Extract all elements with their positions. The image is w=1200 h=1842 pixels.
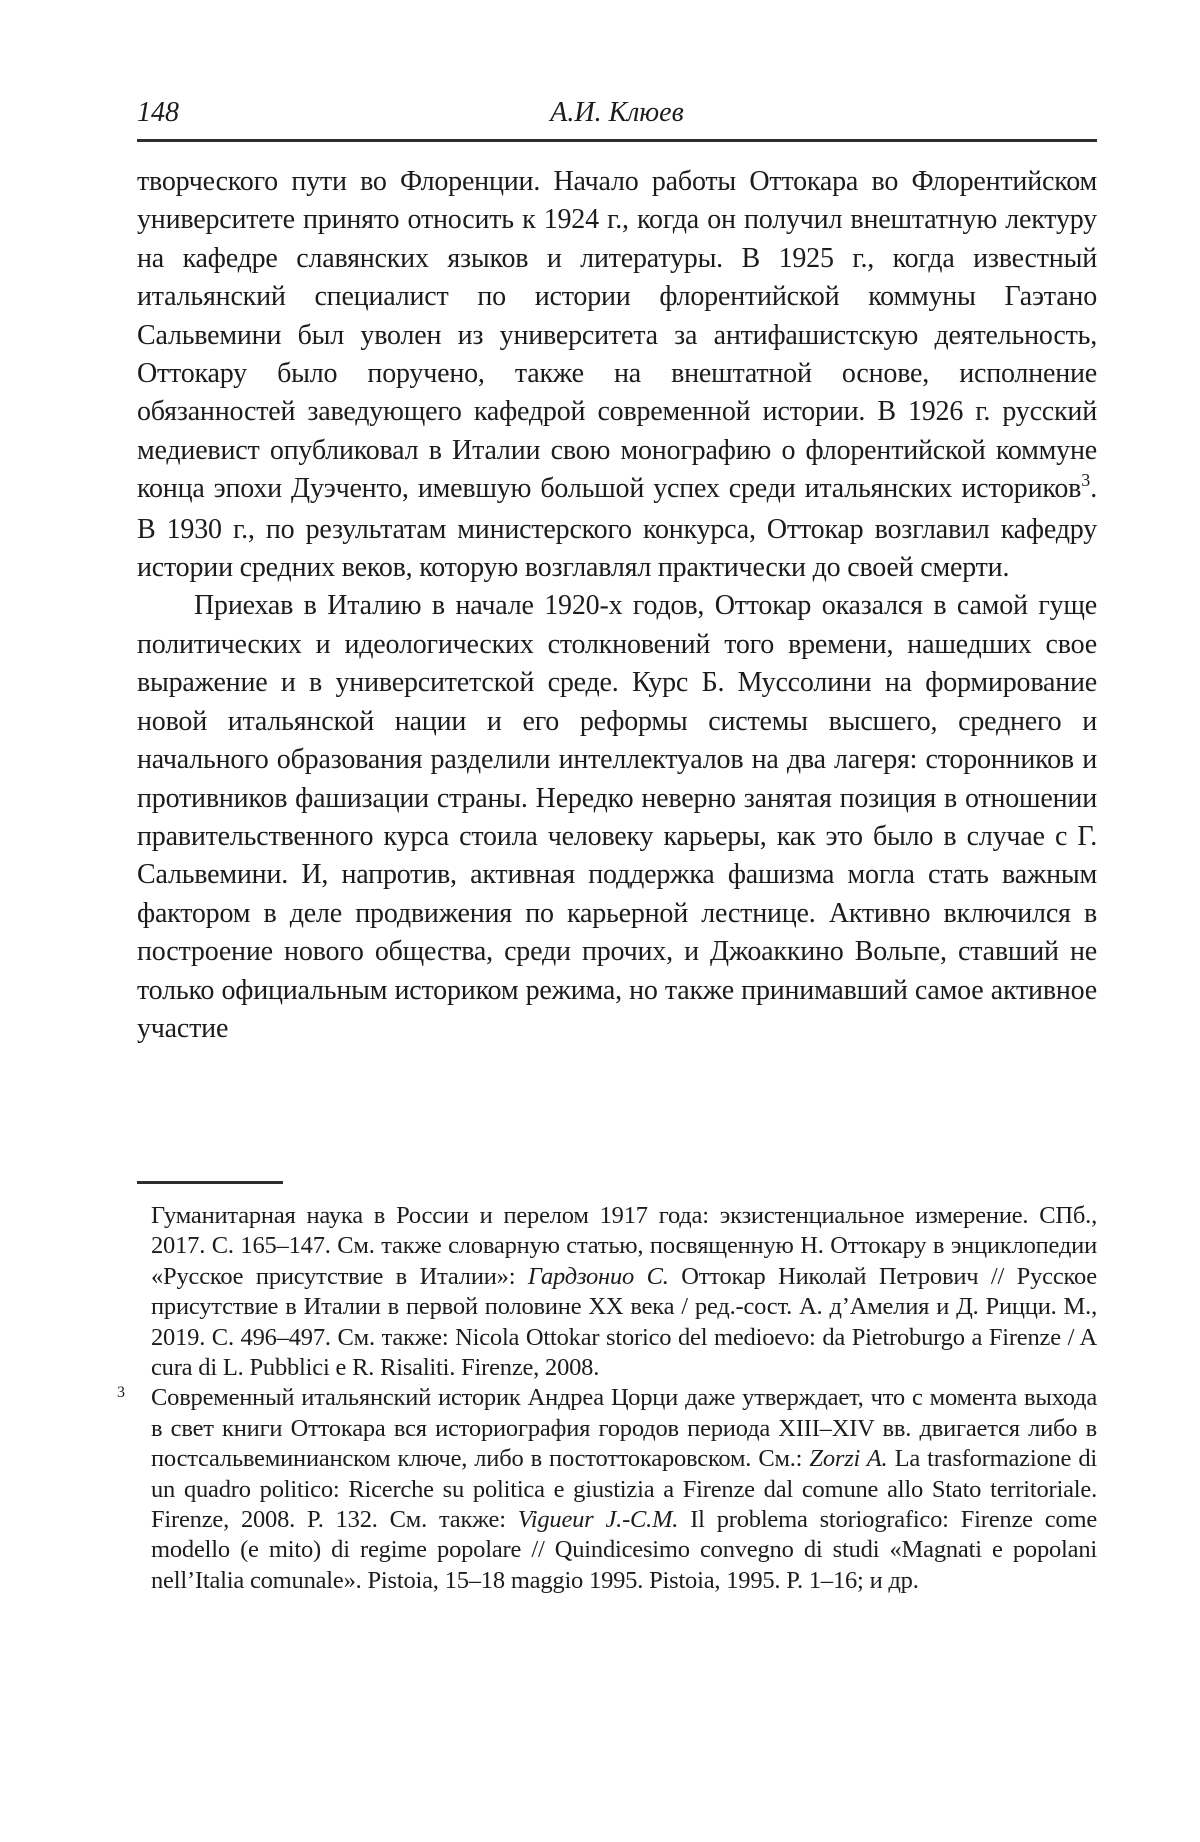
footnote-3-marker: 3 <box>117 1384 125 1402</box>
body-paragraph-1: творческого пути во Флоренции. Начало работы Оттокара во Флорентийском университете принято относить к 1924 г., когда он получил внештатную лектуру на кафедре славянских языков и литературы. В 1925 г., когда известный итальянский специалист по истории флорентийской коммуны Гаэтано Сальвемини был уволен из университета за антифашистскую деятельность, Оттокару было поручено, также на внештатной основе, исполнение обязанностей заведующего кафедрой современной истории. В 1926 г. русский медиевист опубликовал в Италии свою монографию о флорентийской коммуне конца эпохи Дуэченто, имевшую большой успех среди итальянских историков$^3$. В 1930 г., по результатам министерского конкурса, Оттокар возглавил кафедру истории средних веков, которую возглавлял практически до своей смерти. <box>137 166 1097 584</box>
page-number: 148 <box>137 97 179 128</box>
body-text <box>137 163 1097 1048</box>
footnote-continuation: Гуманитарная наука в России и перелом 1917 года: экзистенциальное измерение. СПб., 2017. С. 165–147. См. также словарную статью, посвященную Н. Оттокару в энциклопедии «Русское присутствие в Италии»: Гардзонио С. Оттокар Николай Петрович // Русское присутствие в Италии в первой половине XX века / ред.-сост. А. д’Амелия и Д. Рицци. М., 2019. С. 496–497. См. также: Nicola Ottokar storico del medioevo: da Pietroburgo a Firenze / A cura di L. Pubblici e R. Risaliti. Firenze, 2008. <box>151 1202 1097 1382</box>
header-rule <box>137 139 1097 142</box>
footnote-separator <box>137 1181 283 1184</box>
footnote-3-text: Современный итальянский историк Андреа Цорци даже утверждает, что с момента выхода в свет книги Оттокара вся историография городов периода XIII–XIV вв. двигается либо в постсальвеминианском ключе, либо в постоттокаровском. См.: Zorzi A. La trasformazione di un quadro politico: Ricerche su politica e giustizia a Firenze dal comune allo Stato territoriale. Firenze, 2008. P. 132. См. также: Vigueur J.-C.M. Il problema storiografico: Firenze come modello (e mito) di regime popolare // Quindicesimo convegno di studi «Magnati e popolani nell’Italia comunale». Pistoia, 15–18 maggio 1995. Pistoia, 1995. P. 1–16; и др. <box>151 1384 1097 1594</box>
footnote-3 <box>117 1383 1097 1596</box>
footnotes-block <box>117 1201 1097 1596</box>
running-header <box>137 96 1097 136</box>
running-header-author: А.И. Клюев <box>550 97 684 128</box>
body-paragraph-2: Приехав в Италию в начале 1920-х годов, Оттокар оказался в самой гуще политических и идеологических столкновений того времени, нашедших свое выражение и в университетской среде. Курс Б. Муссолини на формирование новой итальянской нации и его реформы системы высшего, среднего и начального образования разделили интеллектуалов на два лагеря: сторонников и противников фашизации страны. Нередко неверно занятая позиция в отношении правительственного курса стоила человеку карьеры, как это было в случае с Г. Сальвемини. И, напротив, активная поддержка фашизма могла стать важным фактором в деле продвижения по карьерной лестнице. Активно включился в построение нового общества, среди прочих, и Джоаккино Вольпе, ставший не только официальным историком режима, но также принимавший самое активное участие <box>137 590 1097 1044</box>
